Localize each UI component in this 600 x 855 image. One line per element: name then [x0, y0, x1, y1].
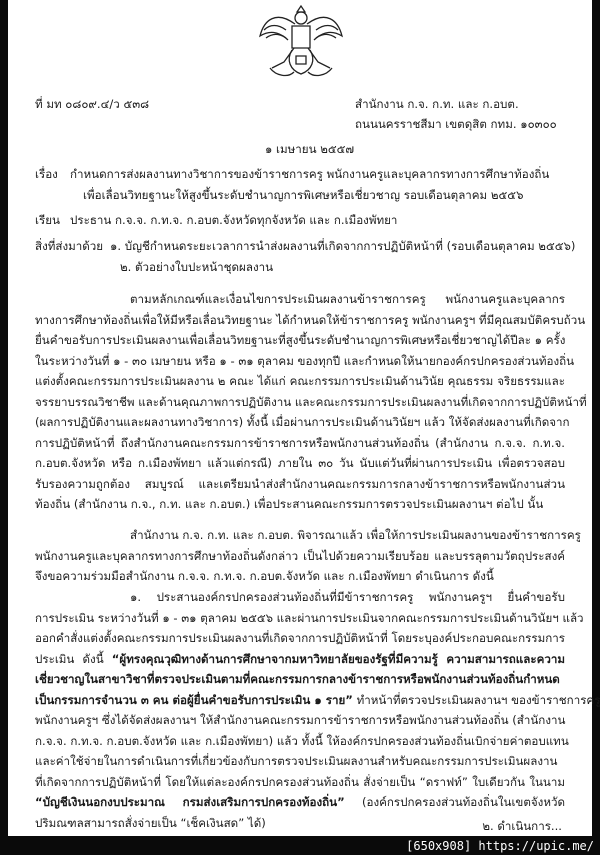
text-line: ที่เกิดจากการปฏิบัติหน้าที่ โดยให้แต่ละองค์กรปกครองส่วนท้องถิ่น สั่งจ่ายเป็น “ดราฟท์” ใบเดียวกัน ในนาม [35, 774, 565, 789]
text-line: ออกคำสั่งแต่งตั้งคณะกรรมการประเมินผลงานที่เกิดจากการปฏิบัติหน้าที่ โดยระบุองค์ประกอบคณะกรรมการ [35, 631, 565, 645]
subject-label: เรื่อง [35, 167, 58, 181]
text-line: และค่าใช้จ่ายในการดำเนินการที่เกี่ยวข้องกับการตรวจประเมินผลงานสำหรับคณะกรรมการประเมินผลงาน [35, 754, 558, 768]
text-line: ท้องถิ่น (สำนักงาน ก.จ., ก.ท. และ ก.อบต.) เพื่อประสานคณะกรรมการตรวจประเมินผลงานฯ ต่อไป นั้น [35, 497, 544, 511]
text-segment: (องค์กรปกครองส่วนท้องถิ่นในเขตจังหวัด [344, 795, 566, 809]
text-line: จึงขอความร่วมมือสำนักงาน ก.จ.จ. ก.ท.จ. ก.อบต.จังหวัด และ ก.เมืองพัทยา ดำเนินการ ดังนี้ [35, 569, 494, 583]
paragraph-background [35, 289, 587, 515]
bold-text-segment: เป็นกรรมการจำนวน ๓ คน ต่อผู้ยื่นคำขอรับการประเมิน ๑ ราย” [35, 692, 353, 707]
paragraph-request [35, 525, 581, 587]
subject-line: กำหนดการส่งผลงานทางวิชาการของข้าราชการครู พนักงานครูและบุคลากรทางการศึกษาท้องถิ่น [70, 167, 550, 181]
addressee-label: เรียน [35, 213, 60, 227]
text-line: ก.จ.จ. ก.ท.จ. ก.อบต.จังหวัด และ ก.เมืองพัทยา) แล้ว ทั้งนี้ ให้องค์กรปกครองส่วนท้องถิ่นเบิกจ่ายค่าตอบแทน [35, 733, 569, 748]
text-line: แต่งตั้งคณะกรรมการประเมินผลงาน ๒ คณะ ได้แก่ คณะกรรมการประเมินด้านวินัย คุณธรรม จริยธรรมและ [35, 374, 565, 388]
text-line: ก.อบต.จังหวัด หรือ ก.เมืองพัทยา แล้วแต่กรณี) ภายใน ๓๐ วัน นับแต่วันที่ผ่านการประเมิน เพื่อตรวจสอบ [35, 456, 565, 470]
image-host-watermark: [650x908] https://upic.me/ [406, 839, 594, 853]
text-segment: ทำหน้าที่ตรวจประเมินผลงานฯ ของข้าราชการครู [352, 692, 600, 707]
enclosure-item: ๑. บัญชีกำหนดระยะเวลาการนำส่งผลงานที่เกิดจากการปฏิบัติหน้าที่ (รอบเดือนตุลาคม ๒๕๕๖) [110, 239, 576, 253]
text-line: ในระหว่างวันที่ ๑ - ๓๐ เมษายน หรือ ๑ - ๓๑ ตุลาคม ของทุกปี และกำหนดให้นายกองค์กรปกครองส่วนท้องถิ่น [35, 353, 575, 368]
office-address: ถนนนครราชสีมา เขตดุสิต กทม. ๑๐๓๐๐ [355, 117, 557, 131]
bold-text-segment: “ผู้ทรงคุณวุฒิทางด้านการศึกษาจากมหาวิทยาลัยของรัฐที่มีความรู้ ความสามารถและความ [111, 651, 565, 666]
bold-text-segment: “บัญชีเงินนอกงบประมาณ กรมส่งเสริมการปกครองท้องถิ่น” [35, 795, 345, 809]
document-date: ๑ เมษายน ๒๕๕๗ [265, 142, 355, 156]
text-line: สำนักงาน ก.จ. ก.ท. และ ก.อบต. พิจารณาแล้ว เพื่อให้การประเมินผลงานของข้าราชการครู [130, 528, 581, 542]
text-line: พนักงานครูฯ ซึ่งได้จัดส่งผลงานฯ ให้สำนักงานคณะกรรมการข้าราชการหรือพนักงานส่วนท้องถิ่น (สำนักงาน [35, 713, 566, 727]
text-line [35, 792, 565, 813]
enclosure-item: ๒. ตัวอย่างใบปะหน้าชุดผลงาน [120, 260, 274, 274]
text-line: ปริมณฑลสามารถสั่งจ่ายเป็น “เช็คเงินสด” ได้) [35, 815, 266, 830]
text-line: รับรองความถูกต้อง สมบูรณ์ และเตรียมนำส่งสำนักงานคณะกรรมการกลางข้าราชการหรือพนักงานส่วน [35, 476, 565, 491]
text-line: พนักงานครูและบุคลากรทางการศึกษาท้องถิ่นดังกล่าว เป็นไปด้วยความเรียบร้อย และบรรลุตามวัตถุประสงค์ [35, 548, 565, 563]
bold-text-segment: เชี่ยวชาญในสาขาวิชาที่ตรวจประเมินตามที่คณะกรรมการกลางข้าราชการหรือพนักงานส่วนท้องถิ่นกำหนด [35, 672, 560, 686]
text-line: ตามหลักเกณฑ์และเงื่อนไขการประเมินผลงานข้าราชการครู พนักงานครูและบุคลากร [130, 292, 565, 306]
text-line: ทางการศึกษาท้องถิ่นเพื่อให้มีหรือเลื่อนวิทยฐานะ ได้กำหนดให้ข้าราชการครู พนักงานครูฯ ที่มีคุณสมบัติครบถ้วน [35, 312, 586, 327]
garuda-emblem-icon [256, 0, 346, 82]
continuation-marker: ๒. ดำเนินการ... [482, 819, 562, 833]
enclosures-label: สิ่งที่ส่งมาด้วย [35, 239, 104, 253]
text-line: การประเมิน ระหว่างวันที่ ๑ - ๓๑ ตุลาคม ๒๕๕๖ และผ่านการประเมินจากคณะกรรมการประเมินด้านวินัยฯ แล้ว [35, 610, 584, 625]
text-line [35, 690, 600, 711]
text-segment: ประเมิน ดังนี้ [35, 651, 112, 666]
text-line: จรรยาบรรณวิชาชีพ และด้านคุณภาพการปฏิบัติงาน และคณะกรรมการประเมินผลงานที่เกิดจากการปฏิบัติหน้าที่ [35, 394, 587, 409]
addressee: ประธาน ก.จ.จ. ก.ท.จ. ก.อบต.จังหวัดทุกจังหวัด และ ก.เมืองพัทยา [70, 213, 398, 227]
document-page [8, 0, 600, 836]
text-line [35, 649, 565, 670]
text-line: การปฏิบัติหน้าที่ ถึงสำนักงานคณะกรรมการข้าราชการหรือพนักงานส่วนท้องถิ่น (สำนักงาน ก.จ.จ. ก.ท.จ. [35, 435, 565, 450]
reference-number: ที่ มท ๐๘๐๙.๔/ว ๕๓๘ [35, 97, 150, 111]
subject-line: เพื่อเลื่อนวิทยฐานะให้สูงขึ้นระดับชำนาญการพิเศษหรือเชี่ยวชาญ รอบเดือนตุลาคม ๒๕๕๖ [83, 188, 524, 202]
office-name: สำนักงาน ก.จ. ก.ท. และ ก.อบต. [355, 97, 519, 111]
action-item-1 [35, 587, 600, 833]
text-line: ยื่นคำขอรับการประเมินผลงานเพื่อเลื่อนวิทยฐานะที่สูงขึ้นระดับชำนาญการพิเศษหรือเชี่ยวชาญได้ปีละ ๑ ครั้ง [35, 333, 566, 347]
text-line: (ผลการปฏิบัติงานและผลงานทางวิชาการ) ทั้งนี้ เมื่อผ่านการประเมินด้านวินัยฯ แล้ว ให้จัดส่งผลงานที่เกิดจาก [35, 415, 570, 429]
text-line: ๑. ประสานองค์กรปกครองส่วนท้องถิ่นที่มีข้าราชการครู พนักงานครูฯ ยื่นคำขอรับ [130, 590, 565, 604]
text-line [35, 669, 565, 690]
